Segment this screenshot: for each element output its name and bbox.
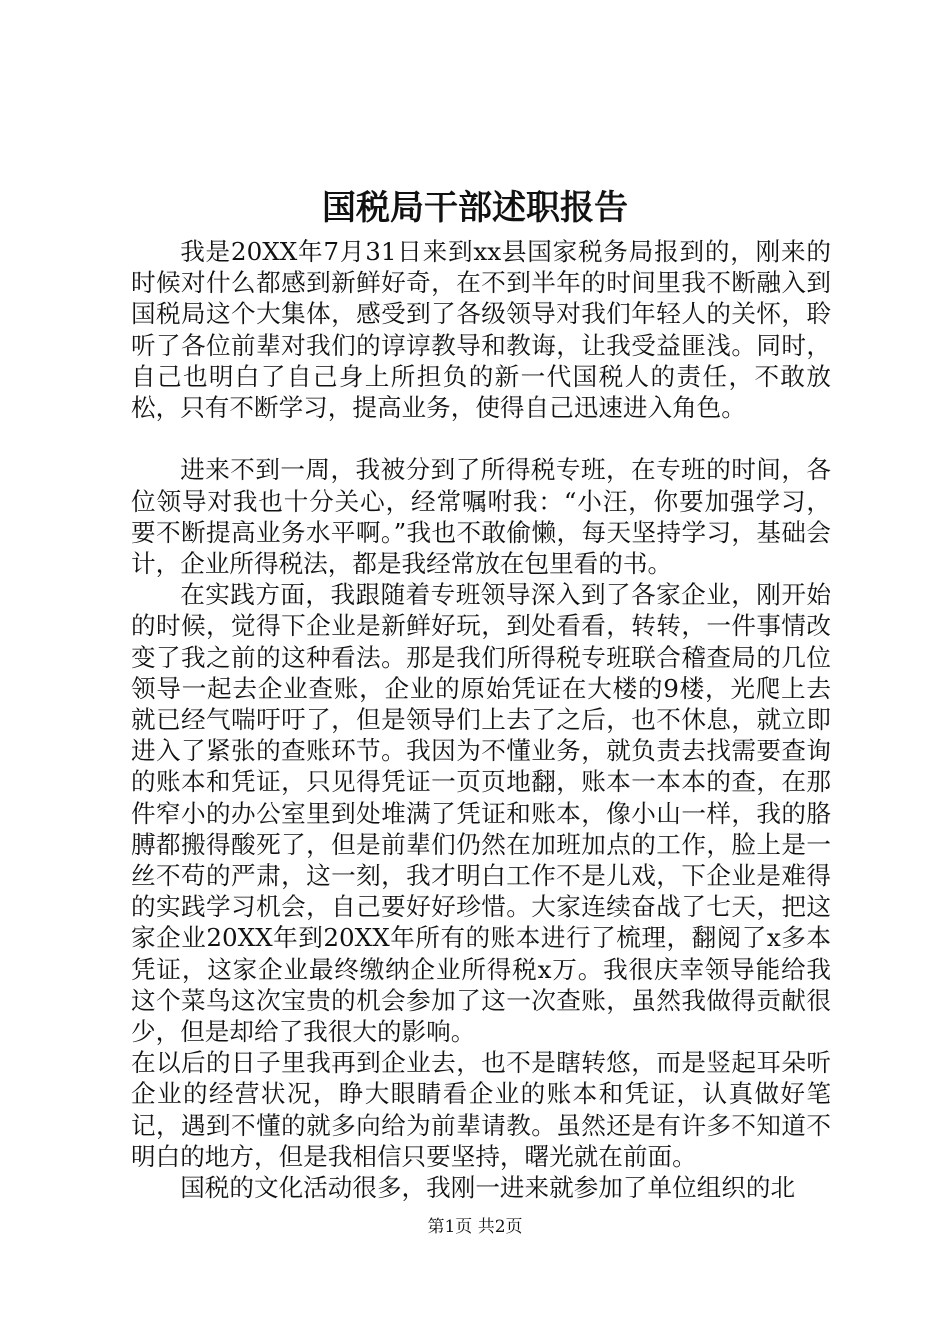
- paragraph-tax-class: 进来不到一周，我被分到了所得税专班，在专班的时间，各位领导对我也十分关心，经常嘱咐我：“小汪，你要加强学习，要不断提高业务水平啊。”我也不敢偷懒，每天坚持学习，基础会计，企业所得税法，都是我经常放在包里看的书。: [131, 455, 831, 579]
- paragraph-later-days: 在以后的日子里我再到企业去，也不是瞎转悠，而是竖起耳朵听企业的经营状况，睁大眼睛看企业的账本和凭证，认真做好笔记，遇到不懂的就多向给为前辈请教。虽然还是有许多不知道不明白的地方，但是我相信只要坚持，曙光就在前面。: [131, 1048, 831, 1171]
- paragraph-practice: 在实践方面，我跟随着专班领导深入到了各家企业，刚开始的时候，觉得下企业是新鲜好玩，到处看看，转转，一件事情改变了我之前的这种看法。那是我们所得税专班联合稽查局的几位领导一起去企业查账，企业的原始凭证在大楼的9楼，光爬上去就已经气喘吁吁了，但是领导们上去了之后，也不休息，就立即进入了紧张的查账环节。我因为不懂业务，就负责去找需要查询的账本和凭证，只见得凭证一页页地翻，账本一本本的查，在那件窄小的办公室里到处堆满了凭证和账本，像小山一样，我的胳膊都搬得酸死了，但是前辈们仍然在加班加点的工作，脸上是一丝不苟的严肃，这一刻，我才明白工作不是儿戏，下企业是难得的实践学习机会，自己要好好珍惜。大家连续奋战了七天，把这家企业20XX年到20XX年所有的账本进行了梳理，翻阅了x多本凭证，这家企业最终缴纳企业所得税x万。我很庆幸领导能给我这个菜鸟这次宝贵的机会参加了这一次查账，虽然我做得贡献很少，但是却给了我很大的影响。: [131, 580, 831, 1047]
- page-footer: 第1页 共2页: [427, 1217, 523, 1237]
- paragraph-gap: [131, 423, 831, 454]
- paragraph-culture: 国税的文化活动很多，我刚一进来就参加了单位组织的北: [180, 1173, 796, 1203]
- document-body: [131, 236, 831, 1203]
- document-title: 国税局干部述职报告: [322, 188, 628, 228]
- paragraph-intro: 我是20XX年7月31日来到xx县国家税务局报到的，刚来的时候对什么都感到新鲜好奇，在不到半年的时间里我不断融入到国税局这个大集体，感受到了各级领导对我们年轻人的关怀，聆听了各位前辈对我们的谆谆教导和教诲，让我受益匪浅。同时，自己也明白了自己身上所担负的新一代国税人的责任，不敢放松，只有不断学习，提高业务，使得自己迅速进入角色。: [131, 237, 831, 423]
